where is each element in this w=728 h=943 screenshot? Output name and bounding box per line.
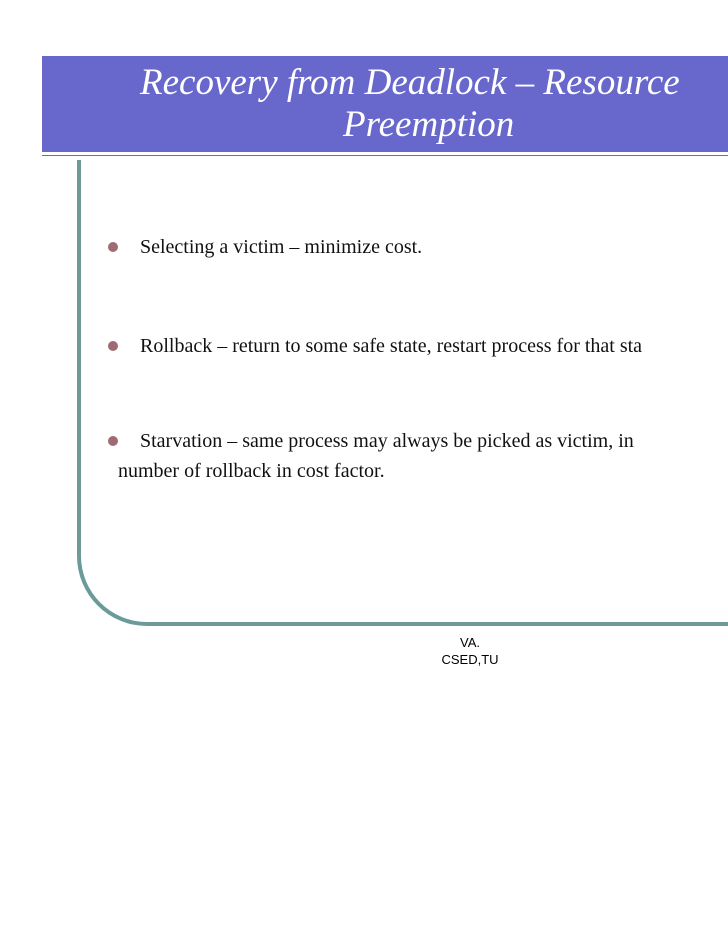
- slide-title-line2: Preemption: [343, 104, 515, 145]
- bullet-icon: [108, 341, 118, 351]
- bullet-text-continuation: number of rollback in cost factor.: [118, 460, 385, 482]
- bullet-text: [140, 232, 422, 262]
- slide-title-line1: Recovery from Deadlock – Resource: [140, 62, 680, 103]
- bullet-icon: [108, 242, 118, 252]
- bullet-text: [118, 426, 634, 486]
- bullet-icon: [108, 436, 118, 446]
- bullet-text-line: Selecting a victim – minimize cost.: [140, 236, 423, 258]
- footer-author: VA.: [460, 635, 480, 650]
- bullet-text-line: Rollback – return to some safe state, restart process for that sta: [140, 335, 643, 357]
- bullet-text-line: Starvation – same process may always be picked as victim, in: [140, 430, 634, 452]
- bullet-text: [140, 331, 642, 361]
- footer: [420, 634, 520, 668]
- footer-department: CSED,TU: [441, 652, 499, 667]
